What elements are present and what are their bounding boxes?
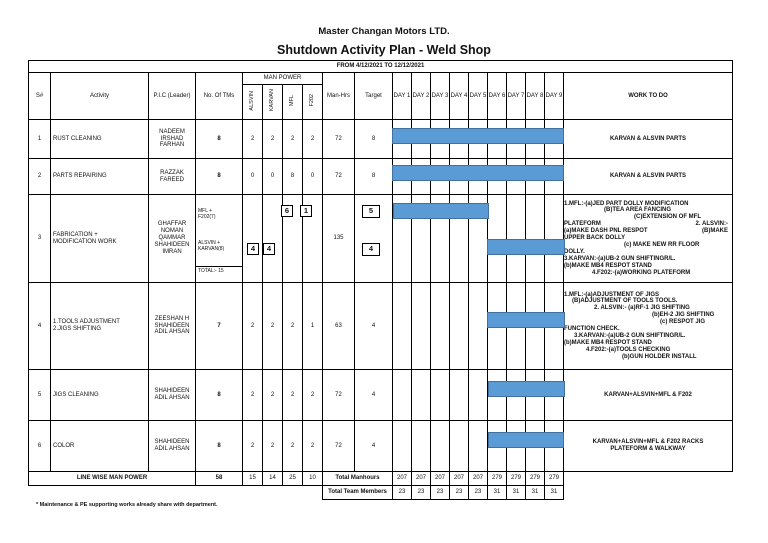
- row-activity: RUST CLEANING: [51, 120, 149, 159]
- row-mfl: 2: [283, 120, 303, 159]
- row-work: 1.MFL:-(a)ADJUSTMENT OF JIGS (B)ADJUSTMENT OF TOOLS TOOLS. 2. ALSVIN:- (a)RF-1 JIG SHIFTING (b)EH-2 JIG SHIFTING (c) RESPOT JIG FUNCTION CHECK. 3.KARVAN:-(a)UB-2 GUN SHIFTINGR/L. (b)MAKE MB4 RESPOT STAND 4.F202:-(a)TOOLS CHECKING (b)GUN HOLDER INSTALL: [564, 283, 733, 370]
- row-f202: 2: [303, 370, 323, 421]
- row-sno: 3: [29, 195, 51, 283]
- header-f202: F202: [309, 94, 316, 107]
- total-members-label: Total Team Members: [323, 486, 393, 500]
- row-manhrs: 72: [323, 159, 355, 195]
- members-row: [29, 486, 733, 500]
- manhours-day-2: 207: [412, 472, 431, 486]
- row-activity: 1.TOOLS ADJUSTMENT 2.JIGS SHIFTING: [51, 283, 149, 370]
- header-day-9: DAY 9: [545, 73, 564, 120]
- row-sno: 2: [29, 159, 51, 195]
- header-karvan: KARVAN: [269, 89, 276, 112]
- row-target: 8: [355, 159, 393, 195]
- gantt-bar-row6: [488, 432, 564, 448]
- row3-mfl-box: 6: [281, 205, 293, 217]
- row3-target-box-a: 5: [362, 205, 380, 218]
- row-target: 4: [355, 370, 393, 421]
- row-activity: FABRICATION + MODIFICATION WORK: [51, 195, 149, 283]
- header-sno: S#: [29, 73, 51, 120]
- total-manhours-label: Total Manhours: [323, 472, 393, 486]
- members-day-9: 31: [545, 486, 564, 500]
- row-sno: 4: [29, 283, 51, 370]
- row-karvan: 2: [263, 283, 283, 370]
- row-karvan: 0: [263, 159, 283, 195]
- manhours-day-9: 279: [545, 472, 564, 486]
- header-day-8: DAY 8: [526, 73, 545, 120]
- gantt-bar-row1: [392, 128, 564, 144]
- totals-f202: 10: [303, 472, 323, 486]
- totals-karvan: 14: [263, 472, 283, 486]
- header-manhrs: Man-Hrs: [323, 73, 355, 120]
- activity-plan-table: [28, 60, 733, 500]
- row-karvan: 2: [263, 120, 283, 159]
- header-day-2: DAY 2: [412, 73, 431, 120]
- row-sno: 1: [29, 120, 51, 159]
- row3-alsvin-box: 4: [247, 243, 259, 255]
- header-day-7: DAY 7: [507, 73, 526, 120]
- gantt-bar-row3a: [393, 203, 489, 219]
- row-tms: 8: [196, 120, 243, 159]
- manhours-day-6: 279: [488, 472, 507, 486]
- row-target: 8: [355, 120, 393, 159]
- members-day-5: 23: [469, 486, 488, 500]
- row-mfl: 2: [283, 283, 303, 370]
- row-tms: 8: [196, 370, 243, 421]
- footnote: * Maintenance & PE supporting works already share with department.: [36, 502, 218, 508]
- row-f202: 1: [303, 283, 323, 370]
- row-alsvin: 2: [243, 283, 263, 370]
- row-manhrs: 63: [323, 283, 355, 370]
- header-activity: Activity: [51, 73, 149, 120]
- row-karvan: 2: [263, 421, 283, 472]
- row-f202: 0: [303, 159, 323, 195]
- row-work: KARVAN & ALSVIN PARTS: [564, 159, 733, 195]
- totals-label: LINE WISE MAN POWER: [29, 472, 196, 486]
- company-name: Master Changan Motors LTD.: [318, 26, 450, 37]
- totals-tms: 58: [196, 472, 243, 486]
- members-day-7: 31: [507, 486, 526, 500]
- row-manhrs: 72: [323, 421, 355, 472]
- table-row: [29, 370, 733, 421]
- row-manhrs: 135: [323, 195, 355, 283]
- manhours-day-5: 207: [469, 472, 488, 486]
- header-day-4: DAY 4: [450, 73, 469, 120]
- row-pic: GHAFFAR NOMAN QAMMAR SHAHIDEEN IMRAN: [149, 195, 196, 283]
- row-manhrs: 72: [323, 370, 355, 421]
- row-activity: PARTS REPAIRING: [51, 159, 149, 195]
- row-f202: 2: [303, 421, 323, 472]
- manhours-day-1: 207: [393, 472, 412, 486]
- header-day-1: DAY 1: [393, 73, 412, 120]
- manhours-day-3: 207: [431, 472, 450, 486]
- row-alsvin: 2: [243, 370, 263, 421]
- row-work: 1.MFL:-(a)JED PART DOLLY MODIFICATION (B)TEA AREA FANCING (C)EXTENSION OF MFL PLATEFORM 2. ALSVIN:- (a)MAKE DASH PNL RESPOT (B)MAKE UPPER BACK DOLLY (c) MAKE NEW RR FLOOR DOLLY. 3.KARVAN:-(a)UB-2 GUN SHIFTINGR/L. (b)MAKE MB4 RESPOT STAND 4.F202:-(a)WORKING PLATEFORM: [564, 195, 733, 283]
- row-target: 4: [355, 283, 393, 370]
- header-alsvin: ALSVIN: [249, 90, 256, 111]
- row-activity: COLOR: [51, 421, 149, 472]
- row-pic: ZEESHAN H SHAHIDEEN ADIL AHSAN: [149, 283, 196, 370]
- gantt-bar-row4: [487, 312, 565, 328]
- table-row: [29, 283, 733, 370]
- table-row: [29, 195, 733, 283]
- header-manpower: MAN POWER: [243, 73, 323, 85]
- document-title: Shutdown Activity Plan - Weld Shop: [277, 43, 491, 57]
- row-karvan: 2: [263, 370, 283, 421]
- header-work-to-do: WORK TO DO: [564, 73, 733, 120]
- row-mfl: 2: [283, 370, 303, 421]
- row-mfl: 8: [283, 159, 303, 195]
- row3-f202-box: 1: [300, 205, 312, 217]
- totals-row: [29, 472, 733, 486]
- row-tms: 7: [196, 283, 243, 370]
- gantt-bar-row2: [392, 165, 564, 181]
- manhours-day-4: 207: [450, 472, 469, 486]
- row-pic: NADEEM IRSHAD FARHAN: [149, 120, 196, 159]
- members-day-1: 23: [393, 486, 412, 500]
- row-tms: MFL + F202(7) ALSVIN + KARVAN(8) TOTAL:- 15: [196, 195, 243, 283]
- row-activity: JIGS CLEANING: [51, 370, 149, 421]
- row-f202: 2: [303, 120, 323, 159]
- row-pic: RAZZAK FAREED: [149, 159, 196, 195]
- row-mfl: 2: [283, 421, 303, 472]
- members-day-3: 23: [431, 486, 450, 500]
- row-alsvin: 2: [243, 120, 263, 159]
- row-pic: SHAHIDEEN ADIL AHSAN: [149, 421, 196, 472]
- table-row: [29, 421, 733, 472]
- row-manhrs: 72: [323, 120, 355, 159]
- members-day-8: 31: [526, 486, 545, 500]
- manhours-day-7: 279: [507, 472, 526, 486]
- row-work: KARVAN+ALSVIN+MFL & F202: [564, 370, 733, 421]
- table-row: [29, 159, 733, 195]
- date-range: FROM 4/12/2021 TO 12/12/2021: [29, 61, 733, 73]
- row3-target-box-b: 4: [362, 243, 380, 256]
- members-day-6: 31: [488, 486, 507, 500]
- row-sno: 6: [29, 421, 51, 472]
- row-tms: 8: [196, 421, 243, 472]
- manhours-day-8: 279: [526, 472, 545, 486]
- totals-mfl: 25: [283, 472, 303, 486]
- header-tms: No. Of TMs: [196, 73, 243, 120]
- header-target: Target: [355, 73, 393, 120]
- row-pic: SHAHIDEEN ADIL AHSAN: [149, 370, 196, 421]
- row-target: 4: [355, 421, 393, 472]
- header-day-6: DAY 6: [488, 73, 507, 120]
- members-day-2: 23: [412, 486, 431, 500]
- header-day-5: DAY 5: [469, 73, 488, 120]
- header-mfl: MFL: [289, 95, 296, 107]
- row-alsvin: 0: [243, 159, 263, 195]
- row-work: KARVAN & ALSVIN PARTS: [564, 120, 733, 159]
- row-tms: 8: [196, 159, 243, 195]
- row-work: KARVAN+ALSVIN+MFL & F202 RACKS PLATEFORM & WALKWAY: [564, 421, 733, 472]
- gantt-bar-row3b: [487, 239, 565, 255]
- members-day-4: 23: [450, 486, 469, 500]
- gantt-bar-row5: [488, 381, 565, 397]
- header-day-3: DAY 3: [431, 73, 450, 120]
- row3-karvan-box: 4: [263, 243, 275, 255]
- row-sno: 5: [29, 370, 51, 421]
- table-row: [29, 120, 733, 159]
- header-pic: P.I.C (Leader): [149, 73, 196, 120]
- row-alsvin: 2: [243, 421, 263, 472]
- totals-alsvin: 15: [243, 472, 263, 486]
